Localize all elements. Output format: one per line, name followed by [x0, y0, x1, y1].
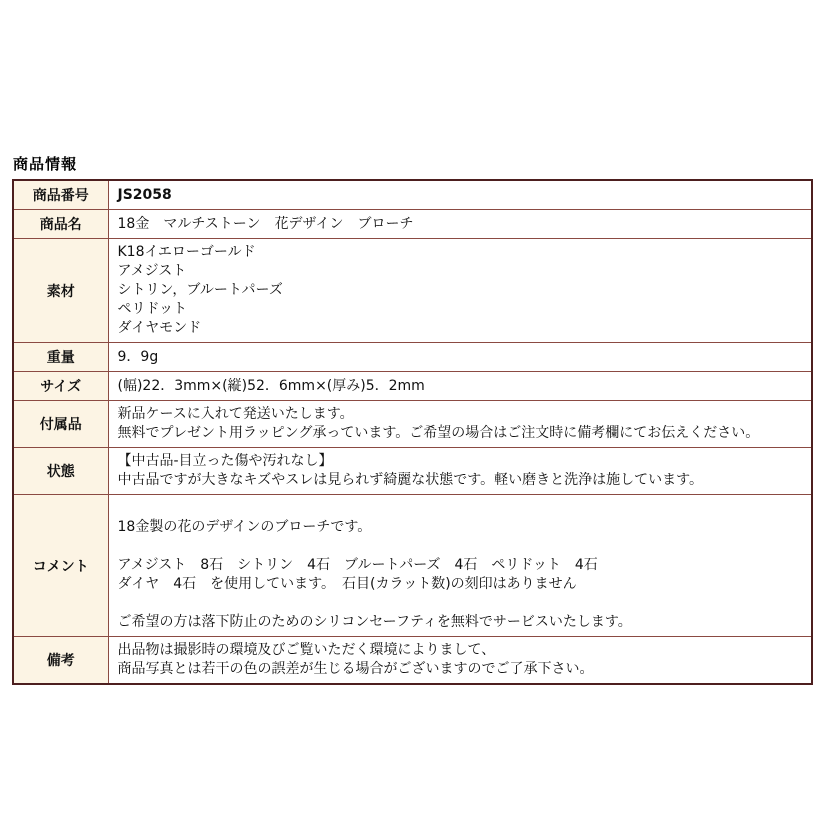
product-info-table	[12, 179, 813, 685]
value-line: 新品ケースに入れて発送いたします。	[117, 406, 354, 422]
row-value	[108, 495, 812, 637]
row-value	[108, 401, 812, 448]
table-row	[13, 495, 812, 637]
value-line: アメジスト 8石 シトリン 4石 ブルートパーズ 4石 ペリドット 4石	[117, 557, 598, 573]
value-line: 出品物は撮影時の環境及びご覧いただく環境によりまして、	[117, 642, 496, 658]
table-row	[13, 448, 812, 495]
value-line	[118, 594, 803, 613]
row-label: コメント	[13, 495, 108, 637]
value-line: K18イエローゴールド	[117, 244, 256, 260]
value-line: JS2058	[117, 186, 172, 203]
product-info-body	[13, 180, 812, 684]
row-label: 付属品	[13, 401, 108, 448]
value-line: (幅)22．3mm×(縦)52．6mm×(厚み)5．2mm	[117, 377, 425, 394]
value-line: アメジスト	[117, 263, 187, 279]
row-label: 備考	[13, 637, 108, 685]
value-line: ペリドット	[117, 301, 187, 317]
value-line: シトリン，ブルートパーズ	[117, 282, 283, 298]
row-value	[108, 372, 812, 401]
table-row	[13, 180, 812, 210]
row-value	[108, 448, 812, 495]
value-line: 中古品ですが大きなキズやスレは見られず綺麗な状態です。軽い磨きと洗浄は施しています。	[117, 472, 703, 488]
row-value	[108, 637, 812, 685]
value-line: ご希望の方は落下防止のためのシリコンセーフティを無料でサービスいたします。	[117, 614, 632, 630]
table-row	[13, 401, 812, 448]
table-row	[13, 637, 812, 685]
value-line: 18金製の花のデザインのブローチです。	[117, 519, 372, 535]
row-label: 商品番号	[13, 180, 108, 210]
row-label: 素材	[13, 239, 108, 343]
row-label: サイズ	[13, 372, 108, 401]
row-value	[108, 180, 812, 210]
value-line: 18金 マルチストーン 花デザイン ブローチ	[117, 215, 414, 232]
value-line: 【中古品-目立った傷や汚れなし】	[117, 453, 333, 469]
row-value	[108, 239, 812, 343]
table-row	[13, 343, 812, 372]
table-row	[13, 372, 812, 401]
row-label: 状態	[13, 448, 108, 495]
value-line	[118, 537, 803, 556]
table-row	[13, 210, 812, 239]
value-line	[118, 499, 803, 518]
row-label: 商品名	[13, 210, 108, 239]
page-title: 商品情報	[13, 155, 78, 173]
value-line: 無料でプレゼント用ラッピング承っています。ご希望の場合はご注文時に備考欄にてお伝えください。	[117, 425, 760, 441]
table-row	[13, 239, 812, 343]
value-line: 商品写真とは若干の色の誤差が生じる場合がございますのでご了承下さい。	[117, 661, 594, 677]
value-line: ダイヤ 4石 を使用しています。 石目(カラット数)の刻印はありません	[117, 576, 577, 592]
value-line: ダイヤモンド	[117, 320, 202, 336]
row-value	[108, 210, 812, 239]
row-label: 重量	[13, 343, 108, 372]
value-line: 9．9g	[117, 348, 159, 365]
row-value	[108, 343, 812, 372]
